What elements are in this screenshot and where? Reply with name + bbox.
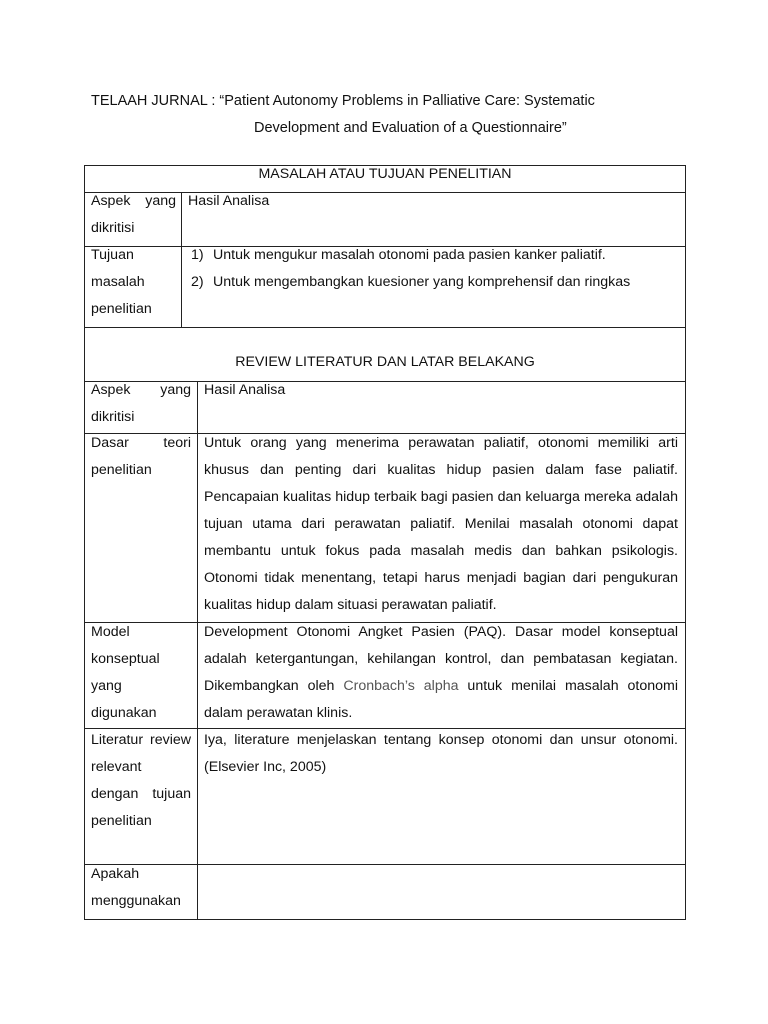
row-label-literatur-review: Literatur review relevant dengan tujuan penelitian — [91, 732, 191, 829]
section1-col1-header: Aspek yang dikritisi — [91, 193, 176, 236]
list-item-text: Untuk mengembangkan kuesioner yang komprehensif dan ringkas — [213, 274, 631, 290]
row-text-literatur-review: Iya, literature menjelaskan tentang konsep otonomi dan unsur otonomi. (Elsevier Inc, 2005) — [204, 732, 678, 775]
list-number: 1) — [191, 247, 204, 263]
section2-col1-header: Aspek yang dikritisi — [91, 382, 191, 425]
list-item-text: Untuk mengukur masalah otonomi pada pasien kanker paliatif. — [213, 247, 606, 263]
section2-col2-header: Hasil Analisa — [204, 382, 286, 398]
row-label-dasar-teori: Dasar teori penelitian — [91, 435, 191, 478]
row-label-apakah-menggunakan: Apakah menggunakan — [91, 866, 181, 909]
section1-list — [191, 242, 681, 296]
model-text-after: untuk menilai masalah otonomi dalam perawatan klinis. — [204, 678, 678, 721]
section1-col2-header: Hasil Analisa — [188, 193, 270, 209]
list-item — [191, 242, 681, 269]
model-text-highlight: Cronbach’s alpha — [343, 678, 459, 694]
section1-header: MASALAH ATAU TUJUAN PENELITIAN — [258, 166, 512, 182]
list-number: 2) — [191, 274, 204, 290]
model-text-before: Development Otonomi Angket Pasien (PAQ). Dasar model konseptual adalah ketergantungan, kehilangan kontrol, dan pembatasan kegiatan. Dikembangkan oleh — [204, 624, 678, 694]
section1-row-label: Tujuan masalah penelitian — [91, 247, 152, 317]
document-title-line2: Development and Evaluation of a Questionnaire” — [254, 120, 567, 136]
document-title-line1: TELAAH JURNAL : “Patient Autonomy Problems in Palliative Care: Systematic — [91, 93, 595, 109]
list-item — [191, 269, 681, 296]
row-label-model-konseptual: Model konseptual yang digunakan — [91, 624, 160, 721]
table2-column-divider — [197, 381, 198, 920]
table1-column-divider — [181, 192, 182, 328]
section2-header: REVIEW LITERATUR DAN LATAR BELAKANG — [235, 354, 535, 370]
row-text-dasar-teori: Untuk orang yang menerima perawatan paliatif, otonomi memiliki arti khusus dan penting dari kualitas hidup pasien dalam fase paliatif. Pencapaian kualitas hidup terbaik bagi pasien dan keluarga mereka adalah tujuan utama dari perawatan paliatif. Menilai masalah otonomi dapat membantu untuk fokus pada masalah medis dan bahkan psikologis. Otonomi tidak menentang, tetapi harus menjadi bagian dari pengukuran kualitas hidup dalam situasi perawatan paliatif. — [204, 435, 678, 613]
row-text-model-konseptual — [204, 619, 678, 727]
